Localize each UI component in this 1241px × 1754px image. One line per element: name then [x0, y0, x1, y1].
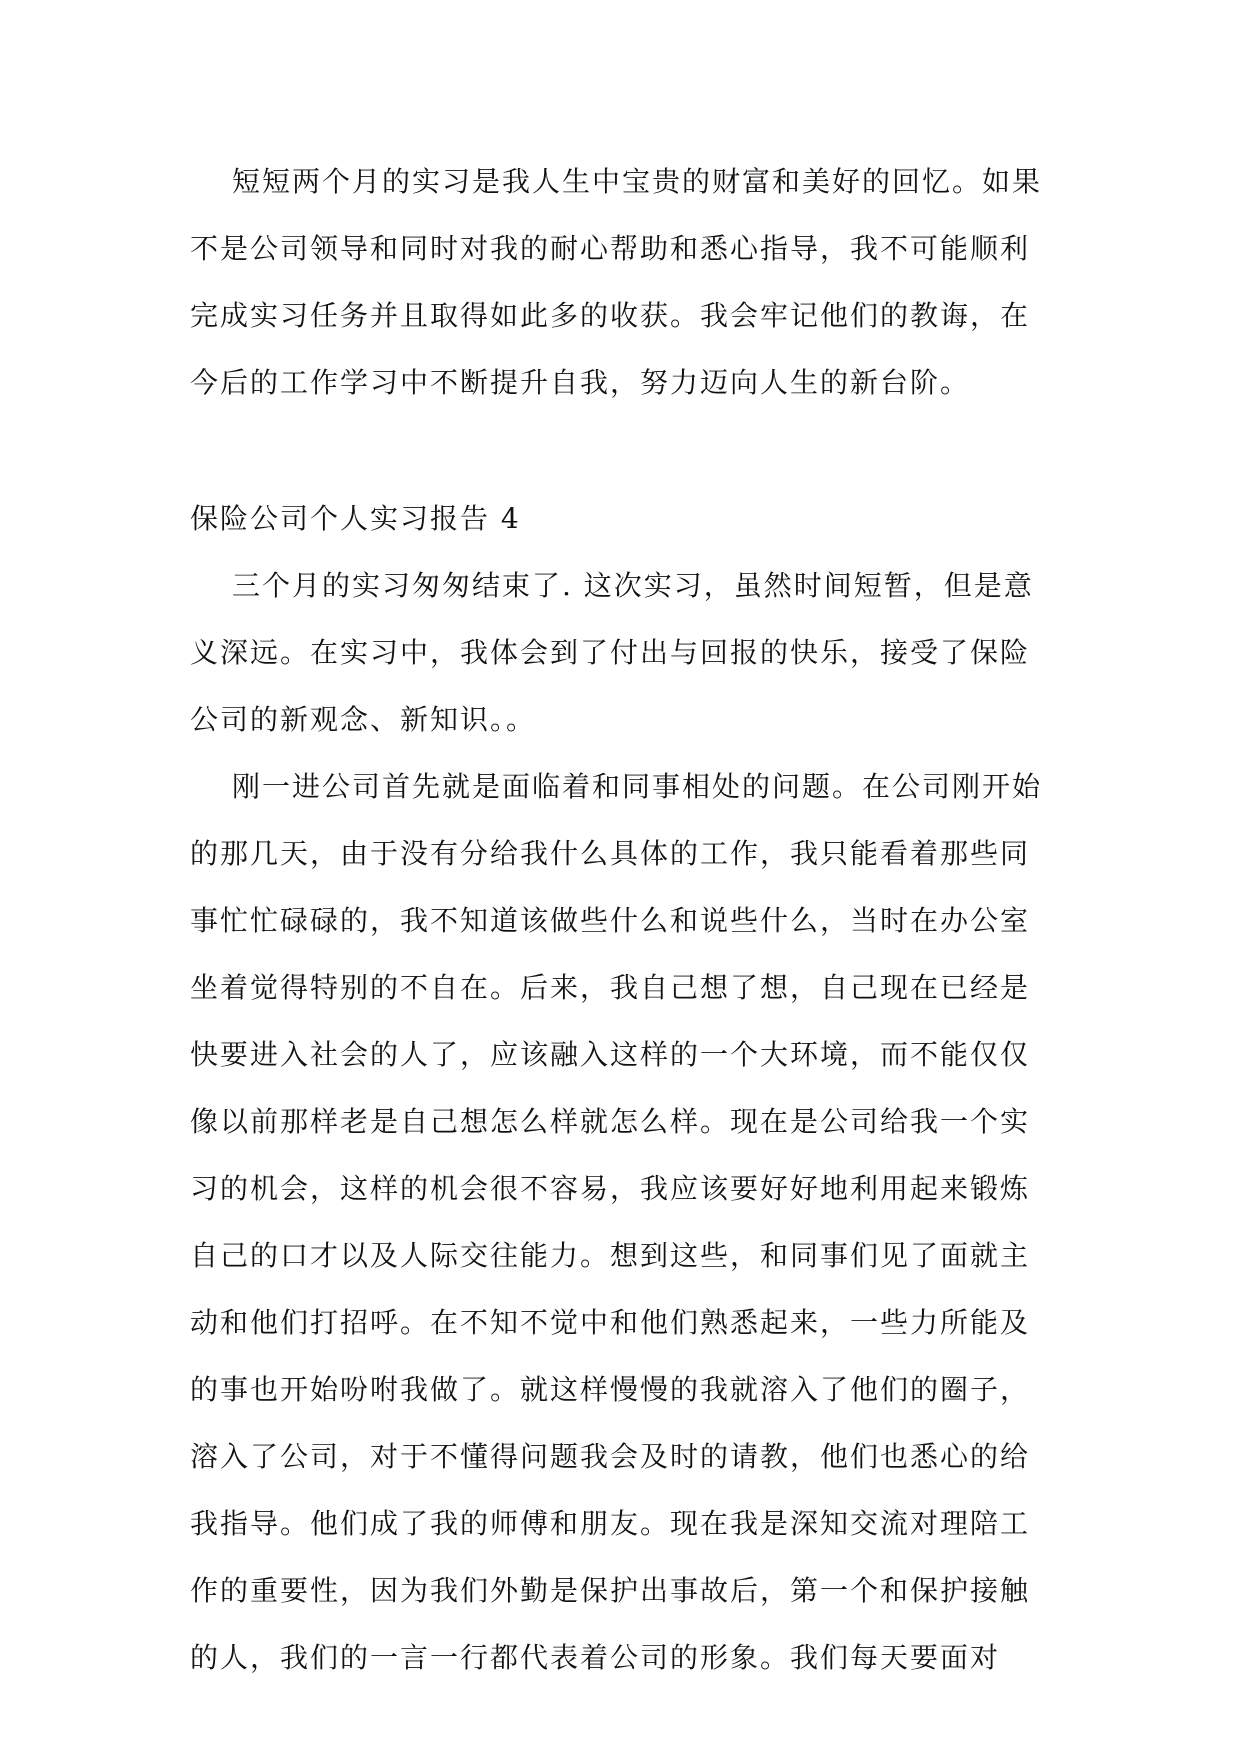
paragraph-colleague-relations: 刚一进公司首先就是面临着和同事相处的问题。在公司刚开始的那几天，由于没有分给我什么具体的工作，我只能看着那些同事忙忙碌碌的，我不知道该做些什么和说些什么，当时在办公室坐着觉得特别的不自在。后来，我自己想了想，自己现在已经是快要进入社会的人了，应该融入这样的一个大环境，而不能仅仅像以前那样老是自己想怎么样就怎么样。现在是公司给我一个实习的机会，这样的机会很不容易，我应该要好好地利用起来锻炼自己的口才以及人际交往能力。想到这些，和同事们见了面就主动和他们打招呼。在不知不觉中和他们熟悉起来，一些力所能及的事也开始吩咐我做了。就这样慢慢的我就溶入了他们的圈子，溶入了公司，对于不懂得问题我会及时的请教，他们也悉心的给我指导。他们成了我的师傅和朋友。现在我是深知交流对理陪工作的重要性，因为我们外勤是保护出事故后，第一个和保护接触的人，我们的一言一行都代表着公司的形象。我们每天要面对 [190, 770, 1043, 1674]
section-heading: 保险公司个人实习报告 4 [190, 502, 521, 535]
paragraph-internship-summary: 短短两个月的实习是我人生中宝贵的财富和美好的回忆。如果不是公司领导和同时对我的耐心帮助和悉心指导，我不可能顺利完成实习任务并且取得如此多的收获。我会牢记他们的教诲，在今后的工作学习中不断提升自我，努力迈向人生的新台阶。 [190, 165, 1043, 399]
document-body [190, 148, 1050, 1691]
paragraph-internship-intro: 三个月的实习匆匆结束了. 这次实习，虽然时间短暂，但是意义深远。在实习中，我体会到了付出与回报的快乐，接受了保险公司的新观念、新知识。。 [190, 569, 1034, 736]
